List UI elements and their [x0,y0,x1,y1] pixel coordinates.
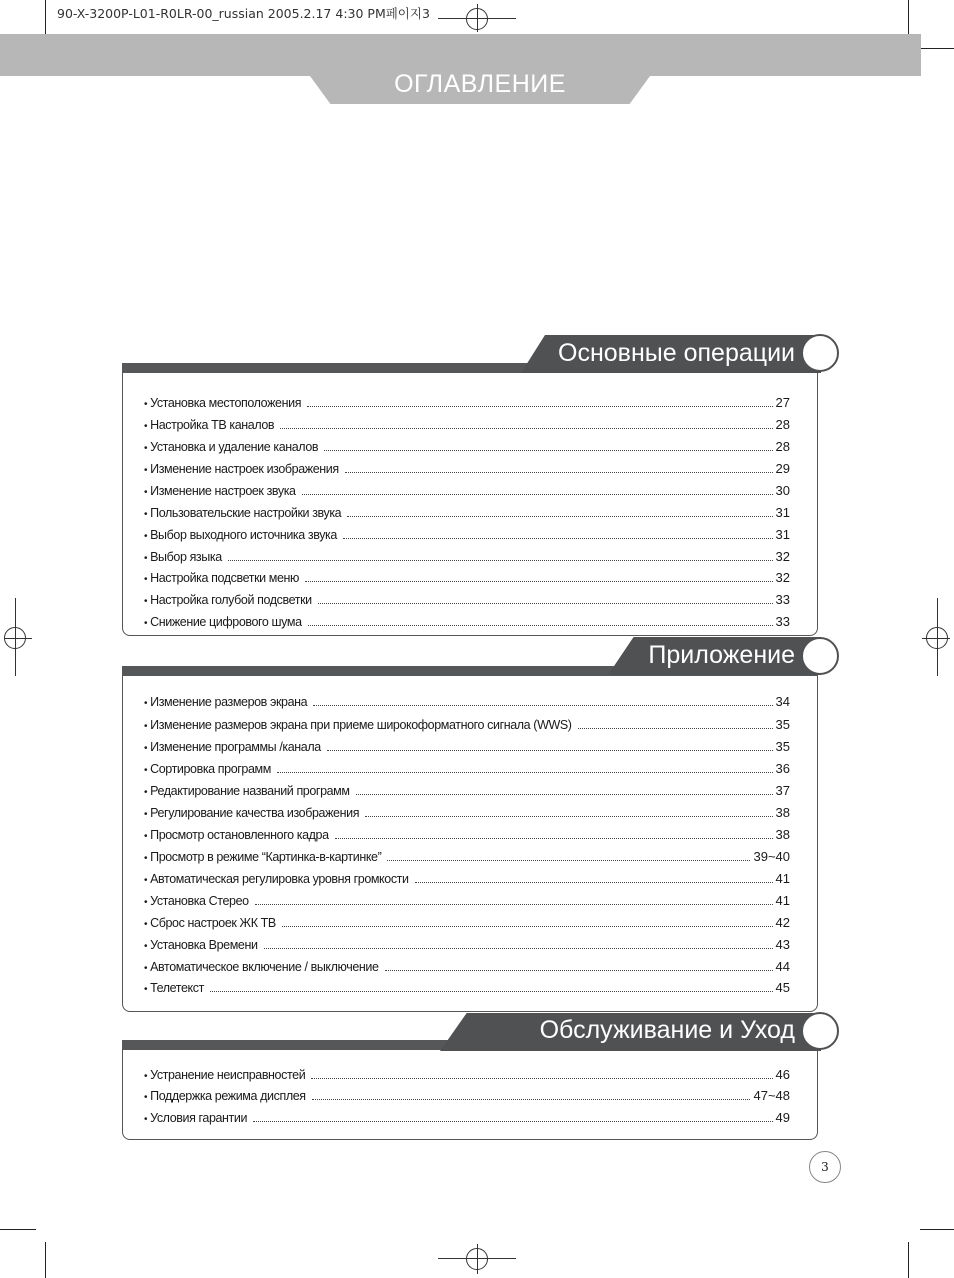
section-circle [801,1012,839,1050]
crop-mark [920,1229,954,1230]
section-title: Приложение [648,641,795,669]
toc-item[interactable]: • Регулирование качества изображения 38 [144,805,790,820]
toc-item[interactable]: • Выбор языка 32 [144,549,790,564]
toc-item[interactable]: • Изменение размеров экрана 34 [144,694,790,709]
toc-item[interactable]: • Просмотр в режиме “Картинка-в-картинке” 39~40 [144,849,790,864]
toc-item[interactable]: • Изменение размеров экрана при приеме широкоформатного сигнала (WWS) 35 [144,717,790,732]
toc-item[interactable]: • Изменение настроек изображения 29 [144,461,790,476]
toc-item[interactable]: • Установка Стерео 41 [144,893,790,908]
toc-item[interactable]: • Установка и удаление каналов 28 [144,439,790,454]
toc-item[interactable]: • Установка Времени 43 [144,937,790,952]
print-slug: 90-X-3200P-L01-R0LR-00_russian 2005.2.17 4:30 PM페이지3 [57,6,430,21]
toc-item[interactable]: • Поддержка режима дисплея 47~48 [144,1088,790,1103]
page-number: 3 [809,1151,841,1183]
toc-item[interactable]: • Автоматическая регулировка уровня громкости 41 [144,871,790,886]
section-title: Основные операции [558,339,795,367]
toc-item[interactable]: • Пользовательские настройки звука 31 [144,505,790,520]
crop-mark [920,48,954,49]
toc-item[interactable]: • Редактирование названий программ 37 [144,783,790,798]
toc-item[interactable]: • Телетекст 45 [144,980,790,995]
toc-item[interactable]: • Изменение программы /канала 35 [144,739,790,754]
page-title: ОГЛАВЛЕНИЕ [394,70,566,98]
toc-item[interactable]: • Установка местоположения 27 [144,395,790,410]
crop-mark [0,1229,36,1230]
toc-item[interactable]: • Сброс настроек ЖК ТВ 42 [144,915,790,930]
toc-item[interactable]: • Автоматическое включение / выключение 44 [144,959,790,974]
toc-item[interactable]: • Настройка подсветки меню 32 [144,570,790,585]
toc-item[interactable]: • Настройка голубой подсветки 33 [144,592,790,607]
crop-mark [45,1242,46,1278]
section-circle [801,637,839,675]
section-circle [801,334,839,372]
toc-item[interactable]: • Просмотр остановленного кадра 38 [144,827,790,842]
section-title: Обслуживание и Уход [539,1016,795,1044]
toc-item[interactable]: • Настройка ТВ каналов 28 [144,417,790,432]
toc-item[interactable]: • Изменение настроек звука 30 [144,483,790,498]
crop-mark [908,0,909,34]
toc-item[interactable]: • Снижение цифрового шума 33 [144,614,790,629]
toc-item[interactable]: • Условия гарантии 49 [144,1110,790,1125]
toc-item[interactable]: • Выбор выходного источника звука 31 [144,527,790,542]
toc-item[interactable]: • Устранение неисправностей 46 [144,1067,790,1082]
crop-mark [908,1242,909,1278]
crop-mark [45,0,46,34]
toc-item[interactable]: • Сортировка программ 36 [144,761,790,776]
